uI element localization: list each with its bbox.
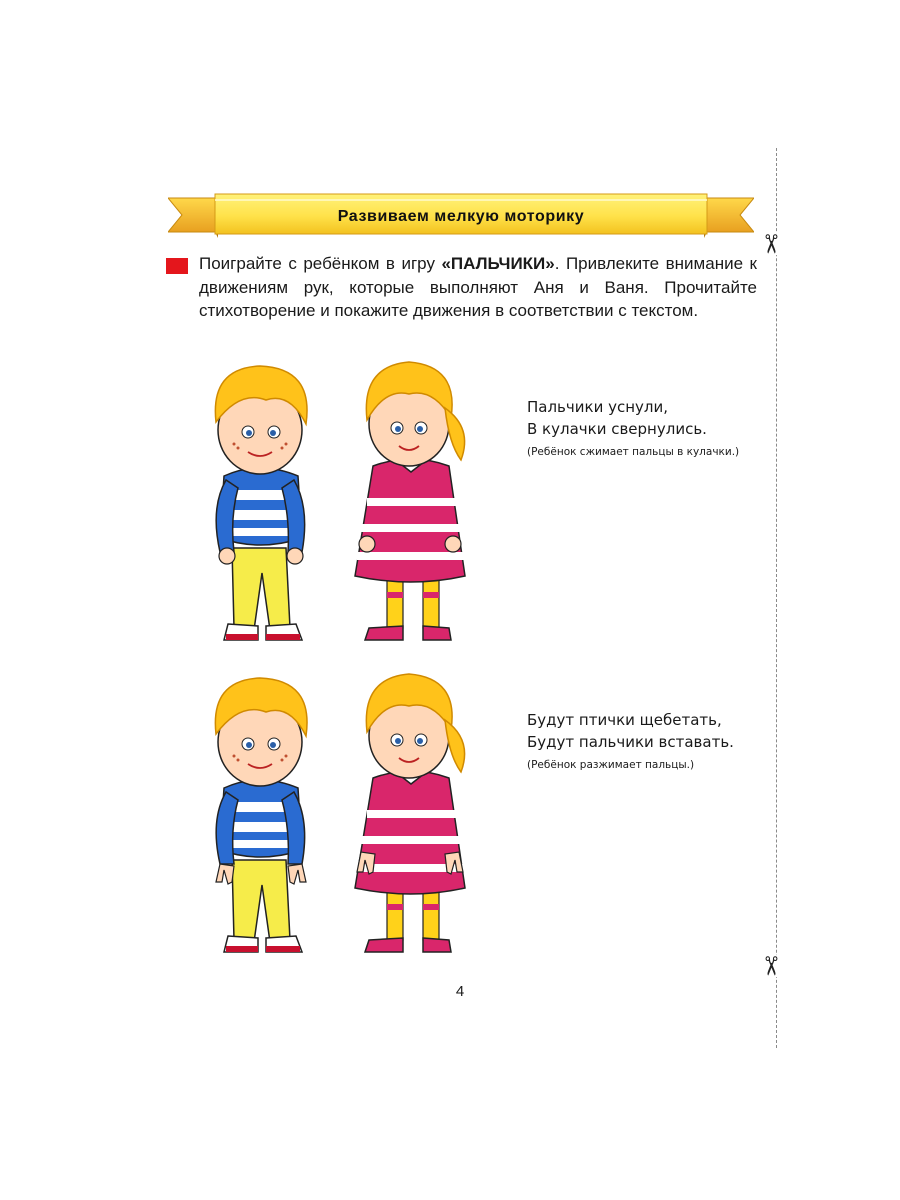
verse-line: В кулачки свернулись. [527,420,707,438]
instruction-lead: Поиграйте с ребёнком в игру [199,254,442,273]
boy-fists-illustration [190,348,330,648]
girl-fists-illustration [345,348,475,648]
verse-line: Пальчики уснули, [527,398,668,416]
verse-2 [527,709,734,771]
instruction-text [199,252,757,323]
cut-line [776,148,777,1048]
page-title: Развиваем мелкую моторику [337,208,585,225]
verse-line: Будут птички щебетать, [527,711,722,729]
verse-note: (Ребёнок разжимает пальцы.) [527,759,695,771]
section-marker [166,258,188,274]
page-number: 4 [455,983,465,1000]
girl-open-hands-illustration [345,660,475,960]
verse-line: Будут пальчики вставать. [527,733,734,751]
game-name: «ПАЛЬЧИКИ» [441,254,555,273]
scissors-icon: ✂ [755,233,786,255]
verse-1 [527,396,739,458]
boy-open-hands-illustration [190,660,330,960]
instruction-rest: . Привлеките внимание к движениям рук, которые выполняют Аня и Ваня. Прочитайте стихотворение и покажите движения в соответствии с текстом. [199,254,757,320]
scissors-icon: ✂ [755,955,786,977]
verse-note: (Ребёнок сжимает пальцы в кулачки.) [527,446,740,458]
